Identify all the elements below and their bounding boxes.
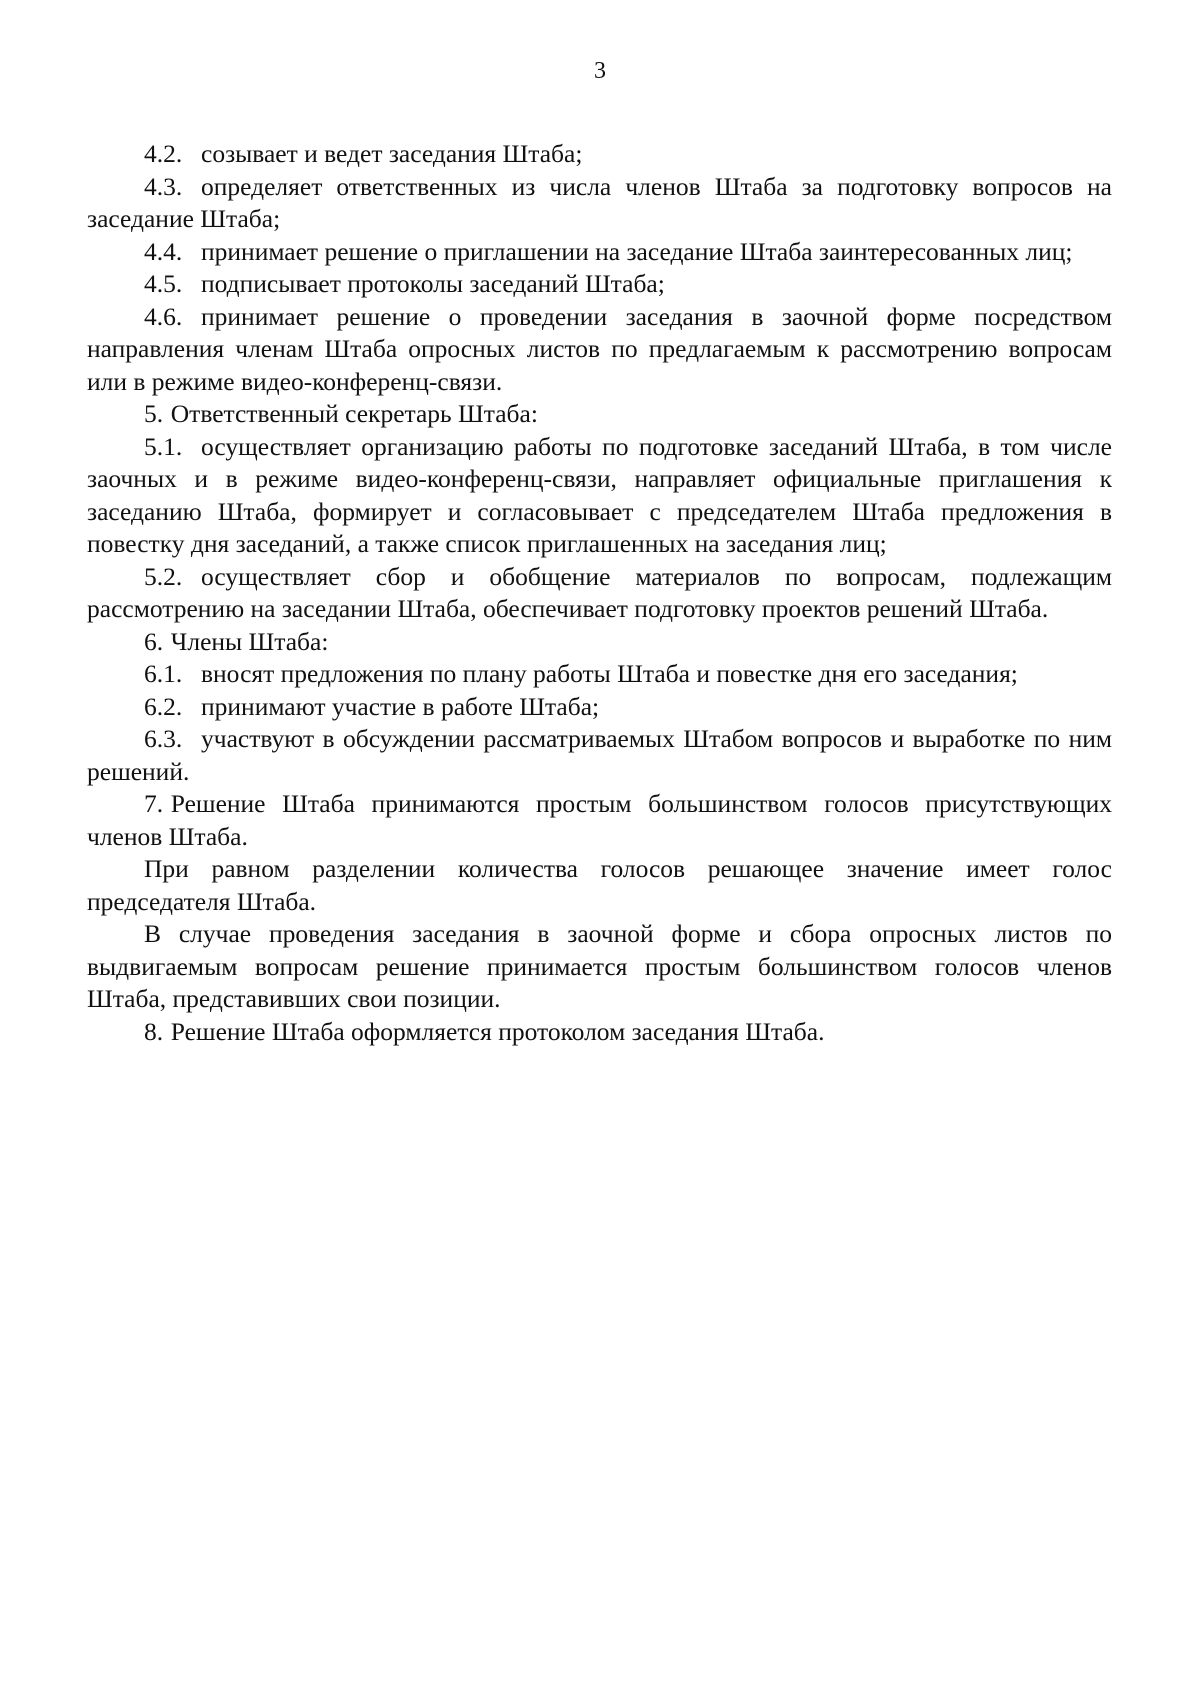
paragraph-7-tie-vote	[87, 853, 1112, 918]
page-number: 3	[594, 58, 606, 84]
paragraph-number: 4.2.	[144, 139, 183, 168]
paragraph-number: 5.2.	[144, 561, 183, 591]
paragraph-4-4	[87, 236, 1112, 269]
paragraph-4-6	[87, 301, 1112, 399]
paragraph-4-3	[87, 171, 1112, 236]
paragraph-text: вносят предложения по плану работы Штаба и повестке дня его заседания;	[201, 659, 1018, 688]
paragraph-text: участвуют в обсуждении рассматриваемых Штабом вопросов и выработке по ним решений.	[87, 724, 1112, 786]
paragraph-text: Ответственный секретарь Штаба:	[170, 399, 538, 428]
paragraph-text: При равном разделении количества голосов решающее значение имеет голос председателя Штаба.	[87, 854, 1112, 916]
paragraph-text: Решение Штаба принимаются простым большинством голосов присутствующих членов Штаба.	[87, 789, 1112, 851]
paragraph-number: 4.6.	[144, 301, 183, 331]
paragraph-number: 6.3.	[144, 724, 183, 753]
paragraph-6	[87, 626, 1112, 659]
paragraph-5-2	[87, 561, 1112, 626]
paragraph-number: 4.4.	[144, 236, 183, 266]
paragraph-text: принимают участие в работе Штаба;	[201, 691, 600, 721]
paragraph-number: 6.	[144, 626, 164, 656]
paragraph-number: 6.1.	[144, 659, 183, 688]
paragraph-number: 5.1.	[144, 431, 183, 461]
paragraph-text: определяет ответственных из числа членов Штаба за подготовку вопросов на заседание Штаба;	[87, 171, 1112, 233]
paragraph-7	[87, 788, 1112, 853]
paragraph-text: Члены Штаба:	[170, 626, 329, 656]
paragraph-text: созывает и ведет заседания Штаба;	[201, 139, 583, 168]
paragraph-number: 4.3.	[144, 171, 183, 201]
paragraph-number: 7.	[144, 789, 164, 818]
paragraph-text: принимает решение о приглашении на заседание Штаба заинтересованных лиц;	[201, 236, 1073, 266]
paragraph-4-5	[87, 268, 1112, 301]
paragraph-text: осуществляет организацию работы по подготовке заседаний Штаба, в том числе заочных и в режиме видео-конференц-связи, направляет официальные приглашения к заседанию Штаба, формирует и согласовывает с председателем Штаба предложения в повестку дня заседаний, а также список приглашенных на заседания лиц;	[87, 431, 1112, 558]
paragraph-text: осуществляет сбор и обобщение материалов по вопросам, подлежащим рассмотрению на заседании Штаба, обеспечивает подготовку проектов решений Штаба.	[87, 561, 1112, 623]
paragraph-5	[87, 398, 1112, 431]
paragraph-number: 8.	[144, 1016, 164, 1046]
paragraph-text: В случае проведения заседания в заочной форме и сбора опросных листов по выдвигаемым вопросам решение принимается простым большинством голосов членов Штаба, представивших свои позиции.	[87, 919, 1112, 1013]
paragraph-6-1	[87, 658, 1112, 691]
paragraph-4-2	[87, 138, 1112, 171]
document-body	[87, 138, 1112, 1048]
paragraph-7-absentee-vote	[87, 918, 1112, 1016]
paragraph-8	[87, 1016, 1112, 1049]
paragraph-5-1	[87, 431, 1112, 561]
paragraph-number: 6.2.	[144, 691, 183, 721]
paragraph-text: Решение Штаба оформляется протоколом заседания Штаба.	[170, 1016, 825, 1046]
paragraph-6-3	[87, 723, 1112, 788]
paragraph-number: 5.	[144, 399, 164, 428]
paragraph-number: 4.5.	[144, 269, 183, 298]
paragraph-text: принимает решение о проведении заседания в заочной форме посредством направления членам Штаба опросных листов по предлагаемым к рассмотрению вопросам или в режиме видео-конференц-связи.	[87, 301, 1112, 396]
paragraph-text: подписывает протоколы заседаний Штаба;	[201, 269, 665, 298]
paragraph-6-2	[87, 691, 1112, 724]
